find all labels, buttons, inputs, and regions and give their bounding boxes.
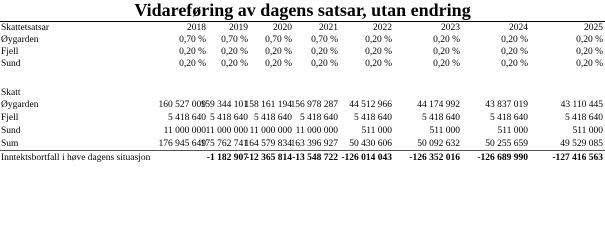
cell: 0,20 % — [433, 35, 460, 45]
cell: 0,20 % — [179, 59, 206, 69]
cell: -127 416 563 — [552, 153, 603, 163]
cell: 0,20 % — [433, 59, 460, 69]
row-label: Fjell — [1, 47, 19, 57]
cell: 0,70 % — [265, 35, 292, 45]
cell: 176 945 649 — [158, 139, 206, 149]
cell: 0,20 % — [576, 35, 603, 45]
tax-row — [0, 100, 605, 111]
cell: 11 000 000 — [205, 126, 248, 136]
cell: 164 579 834 — [244, 139, 292, 149]
row-label: Øygarden — [1, 35, 39, 45]
cell: 0,20 % — [501, 35, 528, 45]
cell: 2022 — [373, 23, 392, 33]
cell: 2025 — [584, 23, 603, 33]
rate-row — [0, 35, 605, 46]
cell: 511 000 — [361, 126, 392, 136]
cell: 159 344 101 — [200, 100, 248, 110]
cell: 2020 — [273, 23, 292, 33]
cell: 158 161 194 — [244, 100, 292, 110]
section-label-row — [0, 88, 605, 99]
cell: 5 418 640 — [254, 113, 292, 123]
cell: 0,20 % — [179, 47, 206, 57]
tax-row — [0, 126, 605, 137]
cell: 0,70 % — [179, 35, 206, 45]
title-underline — [0, 21, 605, 22]
income-loss-row — [0, 153, 605, 164]
cell: 44 174 992 — [417, 100, 460, 110]
cell: 5 418 640 — [300, 113, 338, 123]
cell: 511 000 — [429, 126, 460, 136]
sum-divider — [0, 150, 605, 151]
cell: 5 418 640 — [168, 113, 206, 123]
cell: -126 689 990 — [477, 153, 528, 163]
cell: 0,20 % — [365, 59, 392, 69]
row-label: Øygarden — [1, 100, 39, 110]
cell: 2024 — [509, 23, 528, 33]
cell: 2023 — [441, 23, 460, 33]
cell: -12 365 814 — [246, 153, 292, 163]
row-label: Sund — [1, 59, 21, 69]
cell: 2019 — [229, 23, 248, 33]
cell: 11 000 000 — [295, 126, 338, 136]
cell: 511 000 — [497, 126, 528, 136]
cell: 2018 — [187, 23, 206, 33]
cell: 163 396 927 — [290, 139, 338, 149]
cell: 49 529 085 — [560, 139, 603, 149]
cell: 0,20 % — [221, 59, 248, 69]
cell: 0,20 % — [265, 59, 292, 69]
cell: -126 014 043 — [341, 153, 392, 163]
cell: 2021 — [319, 23, 338, 33]
cell: 0,20 % — [365, 47, 392, 57]
cell: 0,20 % — [501, 47, 528, 57]
cell: 11 000 000 — [249, 126, 292, 136]
cell: 0,20 % — [221, 47, 248, 57]
cell: 50 092 632 — [417, 139, 460, 149]
cell: 43 110 445 — [560, 100, 603, 110]
row-label: Fjell — [1, 113, 19, 123]
cell: 5 418 640 — [422, 113, 460, 123]
cell: -13 548 722 — [292, 153, 338, 163]
row-label: Sund — [1, 126, 21, 136]
cell: 0,20 % — [311, 59, 338, 69]
cell: -1 182 907 — [206, 153, 248, 163]
cell: 11 000 000 — [163, 126, 206, 136]
cell: 0,20 % — [576, 59, 603, 69]
cell: 43 837 019 — [485, 100, 528, 110]
cell: 0,20 % — [365, 35, 392, 45]
cell: 5 418 640 — [354, 113, 392, 123]
cell: 0,20 % — [265, 47, 292, 57]
row-label: Skattetsatsar — [1, 23, 50, 33]
row-label: Sum — [1, 139, 19, 149]
cell: 44 512 966 — [349, 100, 392, 110]
cell: 5 418 640 — [490, 113, 528, 123]
tax-row — [0, 139, 605, 150]
cell: 50 430 606 — [349, 139, 392, 149]
tax-row — [0, 113, 605, 124]
cell: 5 418 640 — [210, 113, 248, 123]
cell: 50 255 659 — [485, 139, 528, 149]
row-label: Inntektsbortfall i høve dagens situasjon — [1, 153, 151, 163]
cell: 175 762 741 — [200, 139, 248, 149]
cell: 511 000 — [572, 126, 603, 136]
rate-row — [0, 59, 605, 70]
cell: 160 527 009 — [158, 100, 206, 110]
rate-row — [0, 47, 605, 58]
cell: 0,20 % — [576, 47, 603, 57]
cell: 0,20 % — [501, 59, 528, 69]
cell: 0,20 % — [311, 47, 338, 57]
cell: 0,70 % — [311, 35, 338, 45]
year-header-row — [0, 23, 605, 34]
cell: 156 978 287 — [290, 100, 338, 110]
cell: 0,20 % — [433, 47, 460, 57]
cell: 5 418 640 — [565, 113, 603, 123]
cell: -126 352 016 — [409, 153, 460, 163]
sheet-title: Vidareføring av dagens satsar, utan endring — [134, 0, 471, 20]
cell: 0,70 % — [221, 35, 248, 45]
row-label: Skatt — [1, 88, 21, 98]
